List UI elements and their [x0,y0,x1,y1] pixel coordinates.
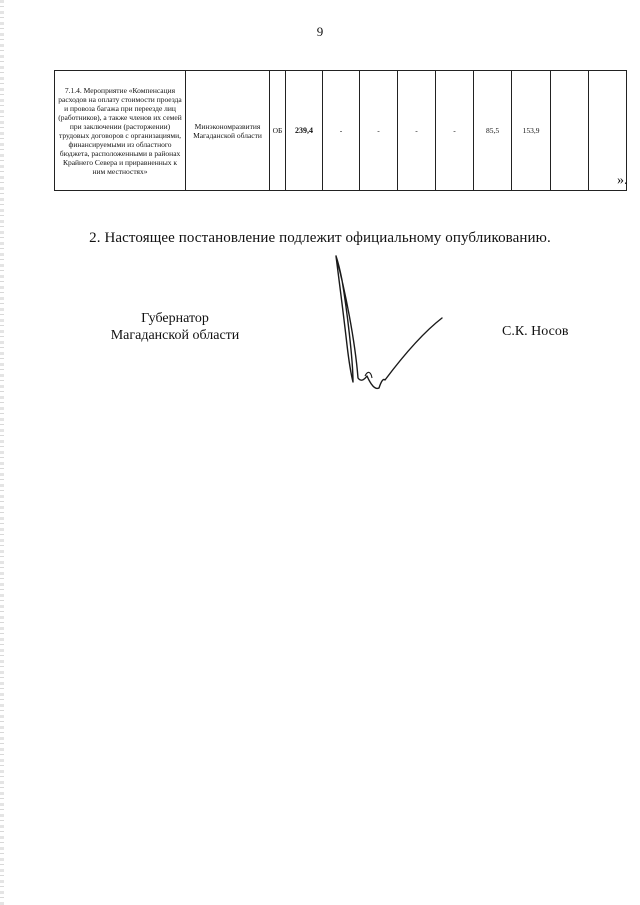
governor-title-line: Магаданской области [110,328,240,343]
total-cell: 239,4 [286,71,323,191]
publication-paragraph: 2. Настоящее постановление подлежит официальному опубликованию. [89,230,551,246]
handwritten-signature [325,250,450,400]
closing-quote: ». [617,173,628,188]
value-cell: - [436,71,474,191]
governor-title [90,310,260,344]
funding-source-cell: ОБ [270,71,286,191]
value-cell: 153,9 [512,71,551,191]
measure-table [54,70,627,191]
measure-name-cell: 7.1.4. Мероприятие «Компенсация расходов на оплату стоимости проезда и провоза багажа при переезде лиц (работников), а также членов их семей при заключении (расторжении) трудовых договоров с организациями, финансируемыми из областного бюджета, расположенными в районах Крайнего Севера и приравненных к ним местностях» [55,71,186,191]
governor-title-line: Губернатор [141,311,209,326]
value-cell: 85,5 [474,71,512,191]
table-row [55,71,627,191]
executor-cell: Минэкономразвития Магаданской области [186,71,270,191]
scan-edge-artifact [0,0,4,905]
value-cell [551,71,589,191]
value-cell: - [398,71,436,191]
page-number: 9 [316,24,324,39]
governor-name: С.К. Носов [502,324,569,339]
value-cell: - [360,71,398,191]
value-cell: - [323,71,360,191]
